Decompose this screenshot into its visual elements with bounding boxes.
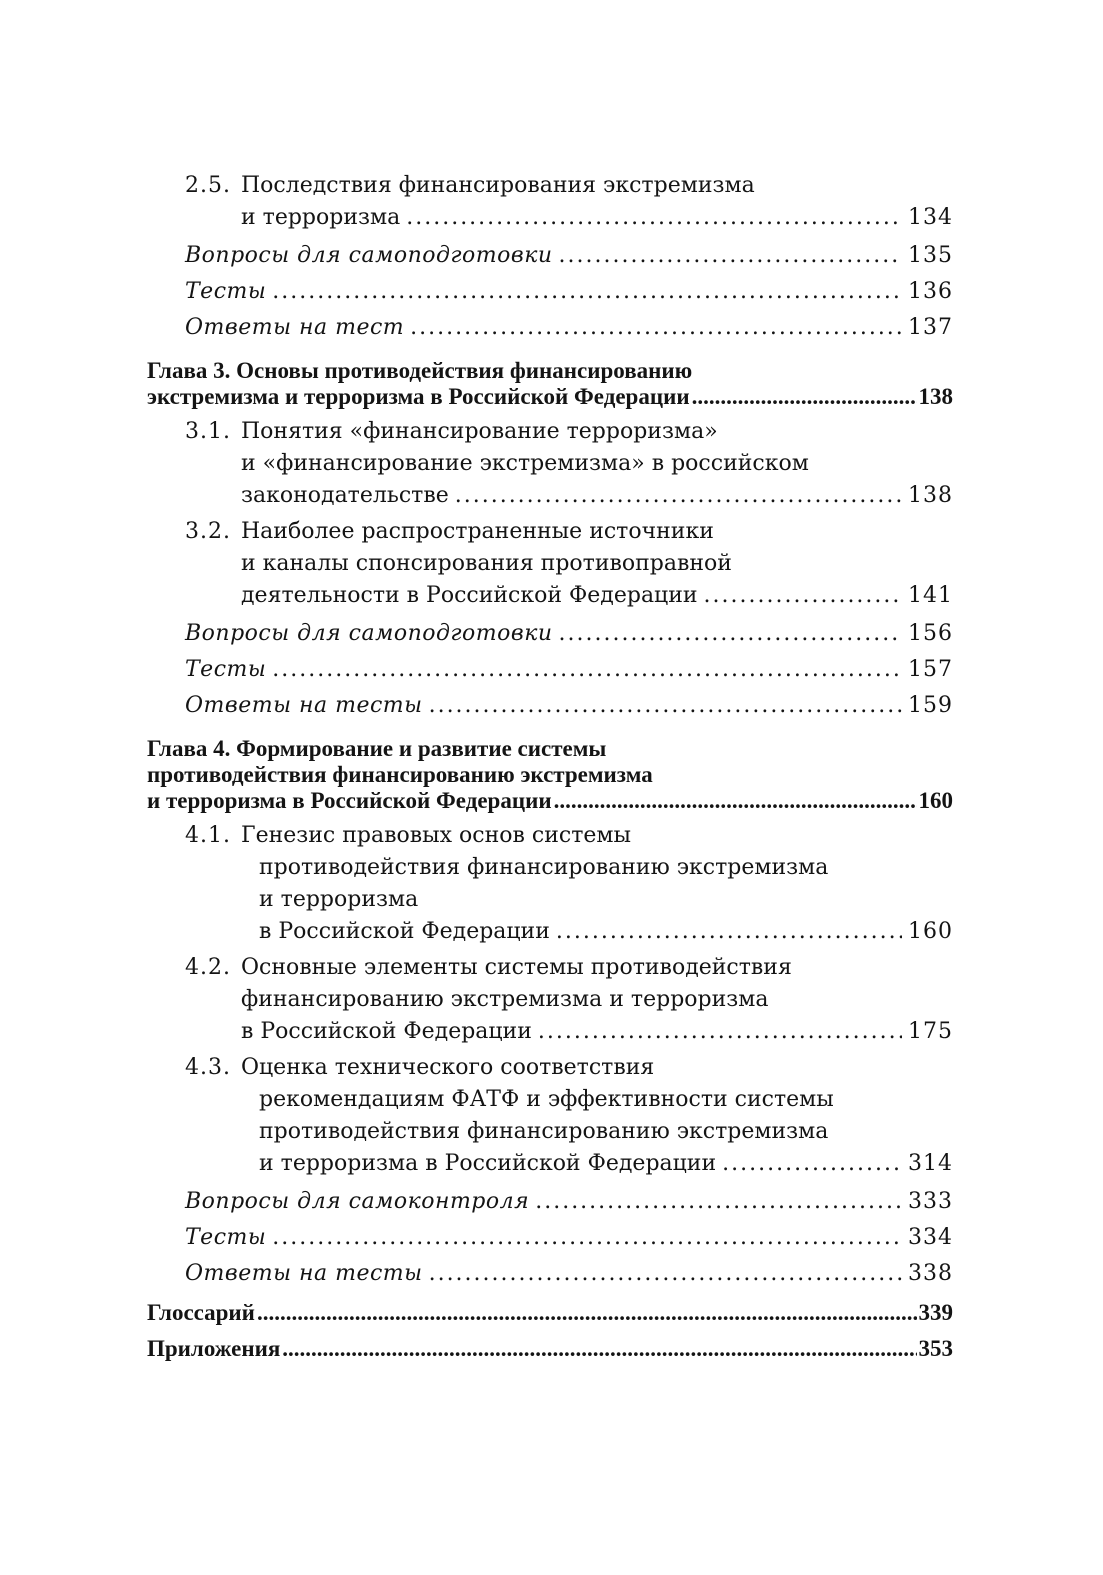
page-number: 156	[908, 621, 953, 646]
page-number: 157	[908, 657, 953, 682]
page-number: 314	[908, 1151, 953, 1176]
section-title-line: финансированию экстремизма и терроризма	[241, 987, 769, 1012]
toc-entry-line	[147, 310, 953, 346]
toc-entry-line	[147, 448, 953, 480]
table-of-contents	[147, 170, 953, 1368]
toc-entry-line	[147, 416, 953, 448]
chapter-title-line: Глава 3. Основы противодействия финансированию	[147, 358, 693, 383]
toc-entry-line	[147, 274, 953, 310]
toc-entry-line	[147, 1084, 953, 1116]
section-number: 4.3.	[185, 1055, 231, 1080]
toc-entry-line	[147, 1256, 953, 1292]
toc-entry-line	[147, 384, 953, 410]
dot-leader	[554, 788, 917, 814]
toc-entry-line	[147, 1184, 953, 1220]
page-number: 353	[918, 1336, 953, 1361]
dot-leader	[556, 916, 902, 948]
toc-entry-line	[147, 580, 953, 612]
toc-entry-line	[147, 820, 953, 852]
entry-title: Приложения	[147, 1336, 281, 1361]
toc-entry-line	[147, 884, 953, 916]
toc-entry-ch3-tests[interactable]	[147, 652, 953, 688]
section-title-line: Генезис правовых основ системы	[241, 823, 632, 848]
section-title-line: Наиболее распространенные источники	[241, 519, 714, 544]
dot-leader	[272, 1220, 902, 1256]
page-number: 134	[908, 205, 953, 230]
page-number: 160	[918, 788, 953, 813]
toc-entry-line	[147, 202, 953, 234]
toc-entry-line	[147, 480, 953, 512]
toc-entry-line	[147, 1052, 953, 1084]
section-title-line: Основные элементы системы противодействия	[241, 955, 792, 980]
page-number: 141	[908, 583, 953, 608]
entry-title: Вопросы для самоподготовки	[185, 243, 553, 268]
toc-entry-line	[147, 1016, 953, 1048]
dot-leader	[535, 1184, 902, 1220]
section-title-line: Понятия «финансирование терроризма»	[241, 419, 718, 444]
dot-leader	[272, 652, 902, 688]
page-number: 334	[908, 1225, 953, 1250]
dot-leader	[455, 480, 902, 512]
toc-entry-ch3-questions[interactable]	[147, 616, 953, 652]
section-number: 3.2.	[185, 519, 231, 544]
section-title-line: в Российской Федерации	[241, 1019, 532, 1044]
chapter-title-line: экстремизма и терроризма в Российской Федерации	[147, 384, 690, 409]
toc-entry-line	[147, 170, 953, 202]
dot-leader	[272, 274, 902, 310]
chapter-title-line: и терроризма в Российской Федерации	[147, 788, 552, 813]
toc-entry-4-2[interactable]	[147, 952, 953, 1048]
toc-entry-line	[147, 788, 953, 814]
dot-leader	[704, 580, 902, 612]
section-title-line: и терроризма	[259, 887, 419, 912]
page-number: 160	[908, 919, 953, 944]
toc-entry-ch2-questions[interactable]	[147, 238, 953, 274]
toc-entry-line	[147, 652, 953, 688]
toc-entry-line	[147, 1148, 953, 1180]
dot-leader	[406, 202, 902, 234]
section-number: 3.1.	[185, 419, 231, 444]
page-number: 137	[908, 315, 953, 340]
section-title-line: рекомендациям ФАТФ и эффективности системы	[259, 1087, 834, 1112]
toc-appendices[interactable]	[147, 1336, 953, 1362]
dot-leader	[538, 1016, 902, 1048]
section-title-line: и «финансирование экстремизма» в российском	[241, 451, 809, 476]
toc-entry-ch4-questions[interactable]	[147, 1184, 953, 1220]
dot-leader	[257, 1300, 917, 1326]
dot-leader	[559, 616, 902, 652]
toc-entry-line	[147, 916, 953, 948]
toc-entry-line	[147, 736, 953, 762]
section-title-line: противодействия финансированию экстремизма	[259, 1119, 829, 1144]
section-title-line: в Российской Федерации	[259, 919, 550, 944]
toc-entry-line	[147, 358, 953, 384]
page-number: 338	[908, 1261, 953, 1286]
section-title-line: Оценка технического соответствия	[241, 1055, 655, 1080]
chapter-title-line: противодействия финансированию экстремизма	[147, 762, 653, 787]
toc-entry-3-1[interactable]	[147, 416, 953, 512]
toc-entry-ch2-tests[interactable]	[147, 274, 953, 310]
toc-entry-line	[147, 1336, 953, 1362]
toc-entry-line	[147, 548, 953, 580]
page-number: 138	[908, 483, 953, 508]
toc-entry-4-1[interactable]	[147, 820, 953, 948]
toc-entry-2-5[interactable]	[147, 170, 953, 234]
toc-entry-line	[147, 1220, 953, 1256]
entry-title: Вопросы для самоподготовки	[185, 621, 553, 646]
toc-entry-line	[147, 1300, 953, 1326]
toc-entry-4-3[interactable]	[147, 1052, 953, 1180]
toc-entry-ch4-tests[interactable]	[147, 1220, 953, 1256]
entry-title: Вопросы для самоконтроля	[185, 1189, 530, 1214]
section-title-line: законодательстве	[241, 483, 449, 508]
entry-title: Глоссарий	[147, 1300, 255, 1325]
entry-title: Тесты	[185, 1225, 267, 1250]
dot-leader	[429, 688, 902, 724]
page-number: 138	[918, 384, 953, 409]
page-number: 333	[908, 1189, 953, 1214]
section-number: 4.1.	[185, 823, 231, 848]
dot-leader	[692, 384, 917, 410]
dot-leader	[559, 238, 902, 274]
page-number: 175	[908, 1019, 953, 1044]
page-number: 135	[908, 243, 953, 268]
toc-entry-3-2[interactable]	[147, 516, 953, 612]
toc-entry-line	[147, 516, 953, 548]
dot-leader	[429, 1256, 902, 1292]
toc-entry-line	[147, 616, 953, 652]
page-number: 339	[918, 1300, 953, 1325]
entry-title: Тесты	[185, 279, 267, 304]
dot-leader	[410, 310, 902, 346]
toc-entry-ch4-answers[interactable]	[147, 1256, 953, 1292]
section-title-line: противодействия финансированию экстремизма	[259, 855, 829, 880]
section-title-line: Последствия финансирования экстремизма	[241, 173, 755, 198]
toc-entry-line	[147, 852, 953, 884]
section-title-line: и терроризма	[241, 205, 401, 230]
section-title-line: деятельности в Российской Федерации	[241, 583, 698, 608]
toc-entry-line	[147, 1116, 953, 1148]
section-number: 2.5.	[185, 173, 231, 198]
toc-entry-line	[147, 952, 953, 984]
section-title-line: и терроризма в Российской Федерации	[259, 1151, 717, 1176]
toc-entry-ch3-answers[interactable]	[147, 688, 953, 724]
page-number: 159	[908, 693, 953, 718]
entry-title: Тесты	[185, 657, 267, 682]
entry-title: Ответы на тест	[185, 315, 405, 340]
toc-entry-line	[147, 984, 953, 1016]
entry-title: Ответы на тесты	[185, 693, 423, 718]
chapter-title-line: Глава 4. Формирование и развитие системы	[147, 736, 607, 761]
dot-leader	[282, 1336, 916, 1362]
toc-entry-line	[147, 762, 953, 788]
toc-entry-ch2-answers[interactable]	[147, 310, 953, 346]
section-number: 4.2.	[185, 955, 231, 980]
entry-title: Ответы на тесты	[185, 1261, 423, 1286]
toc-chapter-4[interactable]	[147, 736, 953, 814]
toc-entry-line	[147, 238, 953, 274]
dot-leader	[722, 1148, 902, 1180]
toc-chapter-3[interactable]	[147, 358, 953, 410]
toc-entry-line	[147, 688, 953, 724]
toc-glossary[interactable]	[147, 1300, 953, 1326]
section-title-line: и каналы спонсирования противоправной	[241, 551, 732, 576]
page-number: 136	[908, 279, 953, 304]
